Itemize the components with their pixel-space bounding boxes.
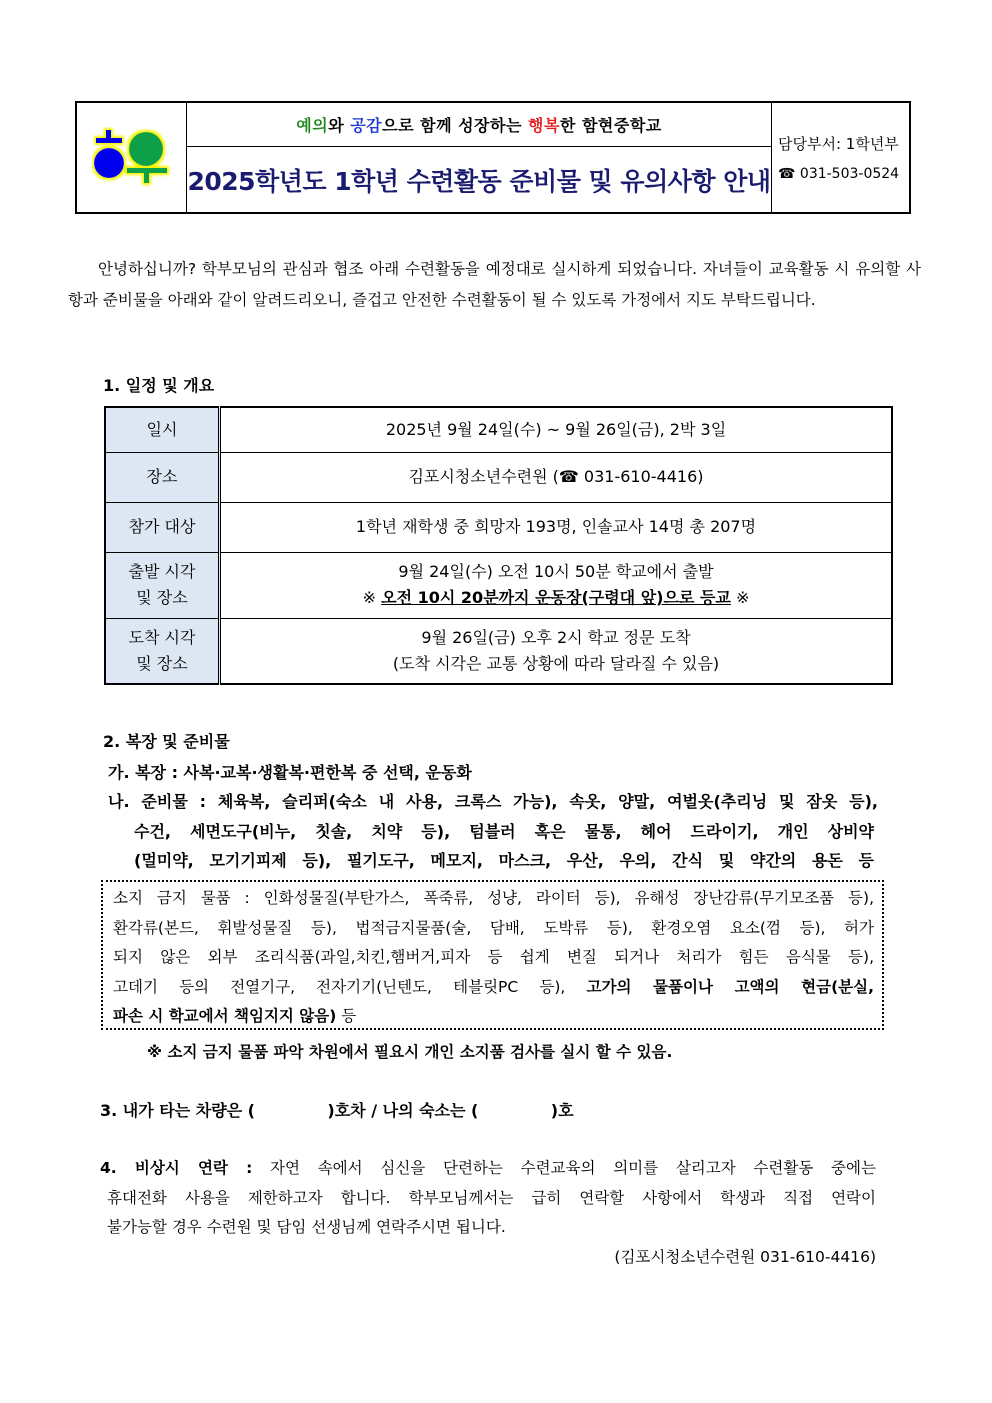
row-value bbox=[220, 552, 893, 618]
row-label bbox=[105, 552, 220, 618]
logo-cell bbox=[77, 103, 187, 212]
reference-mark: ※ bbox=[735, 588, 750, 607]
school-slogan bbox=[187, 103, 771, 147]
prohibited-line: 소지 금지 물품 : 인화성물질(부탄가스, 폭죽류, 성냥, 라이터 등), 유해성 장난감류(무기모조품 등), bbox=[113, 889, 874, 907]
emergency-line: 불가능할 경우 수련원 및 담임 선생님께 연락주시면 됩니다. bbox=[107, 1218, 506, 1236]
departure-info: 9월 24일(수) 오전 10시 50분 학교에서 출발 bbox=[398, 562, 714, 581]
supplies-item: 나. 준비물 : 체육복, 슬리퍼(숙소 내 사용, 크록스 가능), 속옷, 양말, 여벌옷(추리닝 및 잠옷 등), bbox=[108, 792, 878, 811]
prohibited-text: 고데기 등의 전열기구, 전자기기(닌텐도, 테블릿PC 등), bbox=[113, 977, 587, 996]
slogan-text: 한 함현중학교 bbox=[559, 116, 662, 135]
supplies-continued: 수건, 세면도구(비누, 칫솔, 치약 등), 텀블러 혹은 물통, 헤어 드라이기, 개인 상비약 bbox=[134, 822, 874, 841]
arrival-note: (도착 시각은 교통 상황에 따라 달라질 수 있음) bbox=[392, 653, 720, 673]
prohibited-line bbox=[113, 973, 874, 1003]
vehicle-room-blank: 3. 내가 타는 차량은 ( )호차 / 나의 숙소는 ( )호 bbox=[100, 1101, 574, 1120]
header-center bbox=[187, 103, 772, 212]
emergency-line: 휴대전화 사용을 제한하고자 합니다. 학부모님께서는 급히 연락할 사항에서 학생과 직접 연락이 bbox=[107, 1188, 876, 1207]
section2-title: 2. 복장 및 준비물 bbox=[103, 732, 230, 751]
emphasized-notice: 오전 10시 20분까지 운동장(구령대 앞)으로 등교 bbox=[381, 588, 731, 607]
slogan-courtesy: 예의 bbox=[296, 116, 329, 135]
row-value bbox=[220, 618, 893, 684]
slogan-text: 와 bbox=[328, 116, 351, 135]
table-row bbox=[105, 552, 892, 618]
document-header bbox=[75, 101, 911, 214]
slogan-text: 으로 함께 성장하는 bbox=[382, 116, 528, 135]
row-value: 2025년 9월 24일(수) ~ 9월 26일(금), 2박 3일 bbox=[220, 407, 893, 452]
section4-label: 4. 비상시 연락 : bbox=[100, 1159, 253, 1177]
arrival-info: 9월 26일(금) 오후 2시 학교 정문 도착 bbox=[421, 627, 691, 647]
camp-contact: (김포시청소년수련원 031-610-4416) bbox=[614, 1247, 876, 1266]
prohibited-line: 환각류(본드, 휘발성물질 등), 법적금지물품(술, 담배, 도박류 등), 환경오염 요소(껌 등), 허가 bbox=[113, 918, 874, 937]
phone-icon: ☎ bbox=[778, 166, 796, 182]
school-logo-icon bbox=[92, 127, 172, 189]
table-row bbox=[105, 618, 892, 684]
intro-paragraph bbox=[68, 254, 921, 316]
prohibited-line: 되지 않은 외부 조리식품(과일,치킨,햄버거,피자 등 쉽게 변질 되거나 처리가 힘든 음식물 등), bbox=[113, 948, 874, 967]
label-line: 및 장소 bbox=[136, 653, 188, 673]
row-label: 참가 대상 bbox=[105, 502, 220, 552]
section1-title: 1. 일정 및 개요 bbox=[103, 376, 215, 395]
inspection-note: ※ 소지 금지 물품 파악 차원에서 필요시 개인 소지품 검사를 실시 할 수 있음. bbox=[147, 1043, 673, 1061]
label-line: 및 장소 bbox=[136, 588, 188, 607]
supplies-continued: (멀미약, 모기기피제 등), 필기도구, 메모지, 마스크, 우산, 우의, 간식 및 약간의 용돈 등 bbox=[134, 851, 874, 870]
table-row bbox=[105, 452, 892, 502]
table-row bbox=[105, 502, 892, 552]
slogan-empathy: 공감 bbox=[350, 116, 383, 135]
prohibited-text: 등 bbox=[336, 1007, 357, 1026]
slogan-happiness: 행복 bbox=[528, 116, 560, 135]
label-line: 출발 시각 bbox=[128, 562, 196, 581]
row-label: 일시 bbox=[105, 407, 220, 452]
label-line: 도착 시각 bbox=[128, 627, 196, 647]
clothing-item: 가. 복장 : 사복·교복·생활복·편한복 중 선택, 운동화 bbox=[108, 763, 472, 782]
emergency-text: 자연 속에서 심신을 단련하는 수련교육의 의미를 살리고자 수련활동 중에는 bbox=[252, 1159, 876, 1177]
department: 담당부서: 1학년부 bbox=[778, 135, 899, 153]
intro-text: 안녕하십니까? 학부모님의 관심과 협조 아래 수련활동을 예정대로 실시하게 되었습니다. 자녀들이 교육활동 시 유의할 사항과 준비물을 아래와 같이 알려드리오니, 즐겁고 안전한 수련활동이 될 수 있도록 가정에서 지도 부탁드립니다. bbox=[68, 260, 921, 309]
schedule-table bbox=[104, 406, 893, 685]
row-value: 김포시청소년수련원 (☎ 031-610-4416) bbox=[220, 452, 893, 502]
reference-mark: ※ bbox=[362, 588, 377, 607]
emergency-contact-section bbox=[100, 1154, 876, 1272]
row-value: 1학년 재학생 중 희망자 193명, 인솔교사 14명 총 207명 bbox=[220, 502, 893, 552]
emergency-line bbox=[100, 1154, 876, 1184]
prohibited-line bbox=[113, 1002, 874, 1032]
prohibited-items-box bbox=[101, 880, 884, 1030]
row-label bbox=[105, 618, 220, 684]
phone-number: 031-503-0524 bbox=[799, 166, 900, 182]
row-label: 장소 bbox=[105, 452, 220, 502]
header-contact bbox=[772, 103, 909, 212]
table-row bbox=[105, 407, 892, 452]
liability-warning: 파손 시 학교에서 책임지지 않음) bbox=[113, 1007, 337, 1026]
liability-warning: 고가의 물품이나 고액의 현금(분실, bbox=[586, 977, 874, 996]
phone-line bbox=[778, 166, 909, 182]
arrival-at-school-notice bbox=[221, 585, 891, 611]
document-title: 2025학년도 1학년 수련활동 준비물 및 유의사항 안내 bbox=[187, 166, 771, 196]
